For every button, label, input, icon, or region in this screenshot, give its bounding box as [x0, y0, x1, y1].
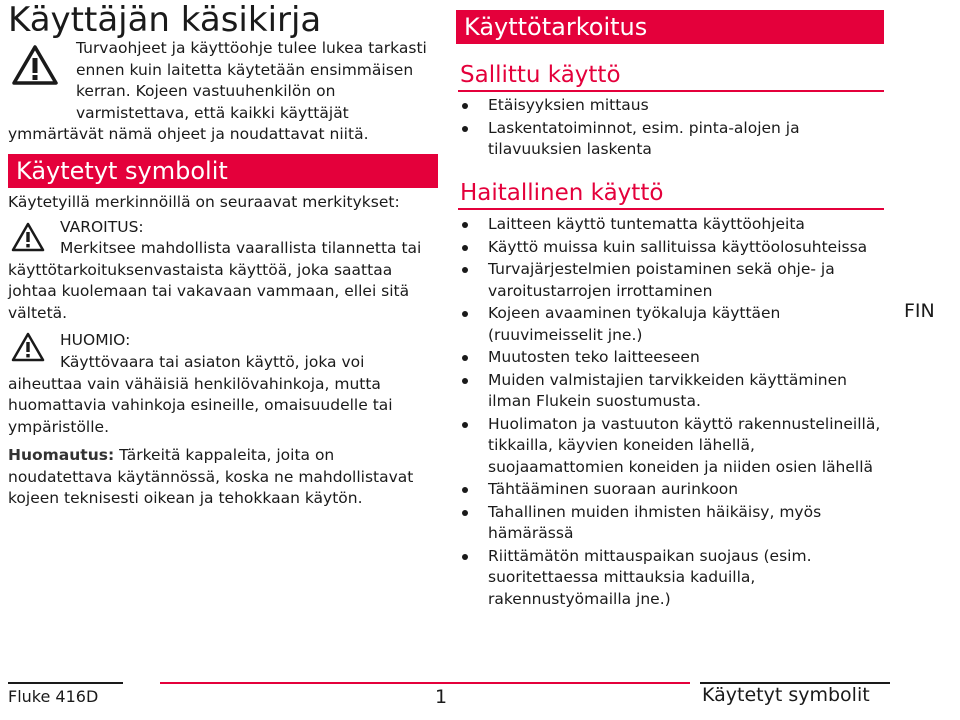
- list-item: Riittämätön mittauspaikan suojaus (esim. suoritettaessa mittauksia kaduilla, rakennustyömailla jne.): [458, 546, 884, 611]
- note-text: Tärkeitä kappaleita, joita on noudatettava käytännössä, koska ne mahdollistavat kojeen teknisesti oikean ja tehokkaan käytön.: [8, 446, 414, 507]
- list-item: Muutosten teko laitteeseen: [458, 347, 884, 369]
- caution-text: [8, 352, 438, 438]
- adverse-use-list: [458, 214, 884, 611]
- note-paragraph: [8, 445, 438, 510]
- adverse-use-rule: [458, 208, 884, 210]
- list-item: Muiden valmistajien tarvikkeiden käyttäminen ilman Flukein suostumusta.: [458, 370, 884, 413]
- note-label: Huomautus:: [8, 446, 115, 464]
- footer-section: Käytetyt symbolit: [702, 684, 870, 706]
- intro-text: Turvaohjeet ja käyttöohje tulee lukea tarkasti ennen kuin laitetta käytetään ensimmäisen kerran. Kojeen vastuuhenkilön on varmistettava, että kaikki käyttäjät ymmärtävät nämä ohjeet ja noudattavat niitä.: [8, 39, 427, 143]
- purpose-heading: Käyttötarkoitus: [456, 10, 884, 44]
- list-item: Tahallinen muiden ihmisten häikäisy, myös hämärässä: [458, 502, 884, 545]
- caution-description: Käyttövaara tai asiaton käyttö, joka voi aiheuttaa vain vähäisiä henkilövahinkoja, mutta huomattavia vahinkoja esineille, omaisuudelle tai ympäristölle.: [8, 353, 393, 436]
- list-item: Turvajärjestelmien poistaminen sekä ohje- ja varoitustarrojen irrottaminen: [458, 259, 884, 302]
- permitted-use-rule: [458, 90, 884, 92]
- list-item: Käyttö muissa kuin sallituissa käyttöolosuhteissa: [458, 237, 884, 259]
- caution-label: HUOMIO:: [60, 331, 131, 349]
- list-item: Laskentatoiminnot, esim. pinta-alojen ja tilavuuksien laskenta: [458, 118, 884, 161]
- warning-text: [8, 238, 438, 324]
- symbols-heading: Käytetyt symbolit: [8, 154, 438, 188]
- language-tab: FIN: [904, 300, 935, 322]
- list-item: Laitteen käyttö tuntematta käyttöohjeita: [458, 214, 884, 236]
- footer-rule-red: [160, 682, 690, 684]
- footer-product: Fluke 416D: [8, 687, 99, 706]
- permitted-use-heading: Sallittu käyttö: [460, 62, 621, 88]
- symbols-lead: Käytetyillä merkinnöillä on seuraavat merkitykset:: [8, 193, 400, 211]
- warning-label: VAROITUS:: [60, 218, 144, 236]
- intro-paragraph: [8, 38, 438, 146]
- page-title: Käyttäjän käsikirja: [8, 0, 322, 40]
- list-item: Kojeen avaaminen työkaluja käyttäen (ruuvimeisselit jne.): [458, 303, 884, 346]
- list-item: Etäisyyksien mittaus: [458, 95, 884, 117]
- footer-page-number: 1: [435, 686, 448, 708]
- adverse-use-heading: Haitallinen käyttö: [460, 180, 664, 206]
- warning-description: Merkitsee mahdollista vaarallista tilannetta tai käyttötarkoituksenvastaista käyttöä, joka saattaa johtaa kuolemaan tai vakavaan vammaan, ellei sitä vältetä.: [8, 239, 422, 322]
- permitted-use-list: [458, 95, 884, 162]
- list-item: Tähtääminen suoraan aurinkoon: [458, 479, 884, 501]
- footer-rule-left: [8, 682, 123, 684]
- list-item: Huolimaton ja vastuuton käyttö rakennustelineillä, tikkailla, käyvien koneiden lähellä, suojaamattomien koneiden ja niiden osien lähellä: [458, 414, 884, 479]
